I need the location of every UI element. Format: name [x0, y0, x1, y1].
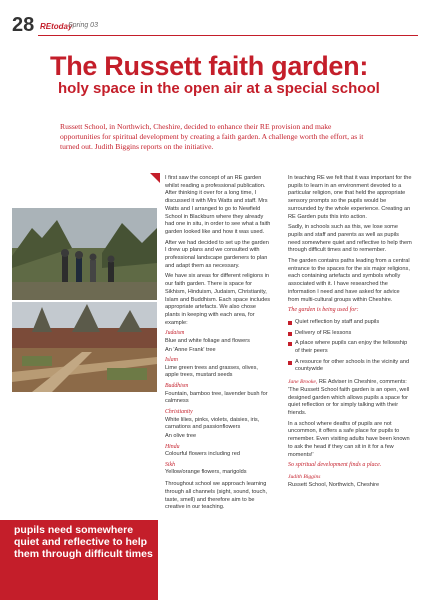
- uses-text: A place where pupils can enjoy the fellowship of their peers: [295, 340, 408, 355]
- col1-paragraph: Throughout school we approach learning through all channels (sight, sound, touch, taste, smell) and therefore aim to be creative in our teaching.: [165, 481, 267, 511]
- body-column-1: [165, 175, 271, 515]
- magazine-name: REtoday: [40, 22, 73, 31]
- bullet-square-icon: [288, 361, 292, 365]
- area-heading: Christianity: [165, 409, 193, 416]
- page-number: 28: [12, 14, 35, 36]
- author-school: Russett School, Northwich, Cheshire: [288, 481, 380, 488]
- col2-paragraph: In teaching RE we felt that it was important for the pupils to learn in an environment devoted to a particular religion, one that held the appropriate sensory prompts so the pupils would be surrounded by the whole experience. Creating an RE Garden puts this into action.: [288, 175, 412, 220]
- area-detail: Lime green trees and grasses, olives, apple trees, mustard seeds: [165, 364, 258, 379]
- area-heading: Islam: [165, 357, 178, 364]
- adviser-name: Jane Brooke,: [288, 379, 318, 386]
- area-heading: Judaism: [165, 330, 185, 337]
- article-title: The Russett faith garden:: [50, 51, 369, 81]
- col2-paragraph: Sadly, in schools such as this, we lose some pupils and staff and parents as well as pupils need somewhere quiet and reflective to help them through difficult times and to remember.: [288, 224, 412, 254]
- article-intro: Russett School, in Northwich, Cheshire, decided to enhance their RE provision and make opportunities for spiritual development by creating a faith garden. A challenge worth the effort, as it turned out. Judith Biggins reports on the initiative.: [60, 122, 364, 151]
- magazine-issue: Spring 03: [68, 22, 98, 29]
- uses-list-item: [288, 330, 412, 338]
- col2-paragraph: The garden contains paths leading from a central entrance to the spaces for the six major religions, each containing artefacts and symbols wholly associated with it. I have researched the information I need and have asked for advice from multi-cultural groups within Cheshire.: [288, 258, 410, 303]
- area-detail: An olive tree: [165, 432, 197, 439]
- garden-photo-paths: [12, 302, 157, 392]
- area-detail: An 'Anne Frank' tree: [165, 346, 216, 353]
- col1-paragraph: We have six areas for different religions in our faith garden. There is space for Sikhism, Hinduism, Judaism, Christianity, Islam and Buddhism. Each space includes appropriate artefacts. We also chose plants in keeping with each area, for example:: [165, 273, 271, 326]
- garden-photo-people: [12, 208, 157, 300]
- area-detail: Yellow/orange flowers, marigolds: [165, 469, 247, 476]
- col1-paragraph: After we had decided to set up the garden I drew up plans and we consulted with professional landscape gardeners to plan and adapt them as necessary.: [165, 239, 269, 269]
- uses-heading: The garden is being used for:: [288, 307, 359, 314]
- area-heading: Buddhism: [165, 383, 189, 390]
- article-subtitle: holy space in the open air at a special school: [58, 80, 380, 97]
- closing-line: So spiritual development finds a place.: [288, 462, 382, 469]
- pull-quote: pupils need somewhere quiet and reflective to help them through difficult times: [14, 524, 153, 560]
- area-heading: Hindu: [165, 443, 180, 450]
- page-header: [0, 14, 428, 38]
- column-marker: [150, 173, 160, 183]
- bullet-square-icon: [288, 321, 292, 325]
- uses-text: A resource for other schools in the vicinity and countywide: [295, 358, 410, 373]
- area-detail: Blue and white foliage and flowers: [165, 337, 250, 344]
- author-name: Judith Biggins: [288, 473, 321, 480]
- body-column-2: [288, 175, 412, 489]
- uses-text: Delivery of RE lessons: [295, 329, 352, 336]
- area-heading: Sikh: [165, 461, 175, 468]
- bullet-square-icon: [288, 342, 292, 346]
- col1-paragraph: I first saw the concept of an RE garden whilst reading a professional publication. After thinking it over for a long time, I discussed it with Mrs Watts and staff. Mrs Watts and I arranged to go to Newfield School in Blackburn where they already had one in situ, in order to see what a faith garden looked like and how it was used.: [165, 175, 271, 235]
- area-detail: Colourful flowers including red: [165, 451, 240, 458]
- uses-list-item: [288, 340, 412, 355]
- area-detail: White lilies, pinks, violets, daisies, iris, carnations and passionflowers: [165, 416, 260, 431]
- uses-list-item: [288, 319, 412, 327]
- uses-text: Quiet reflection by staff and pupils: [295, 318, 380, 325]
- adviser-quote-text: RE Adviser in Cheshire, comments: 'The Russett School faith garden is an open, well designed garden which allows pupils a space for quiet reflection or for simply talking with their friends.: [288, 379, 410, 416]
- uses-list-item: [288, 359, 412, 374]
- adviser-quote: [288, 379, 412, 418]
- area-detail: Fountain, bamboo tree, lavender bush for calmness: [165, 390, 268, 405]
- col2-paragraph: In a school where deaths of pupils are not uncommon, it offers a safe place for pupils to remember. Even visiting adults have been known to ask the head if they can sit in it for a few moments!': [288, 420, 410, 458]
- bullet-square-icon: [288, 332, 292, 336]
- header-divider: [38, 35, 418, 36]
